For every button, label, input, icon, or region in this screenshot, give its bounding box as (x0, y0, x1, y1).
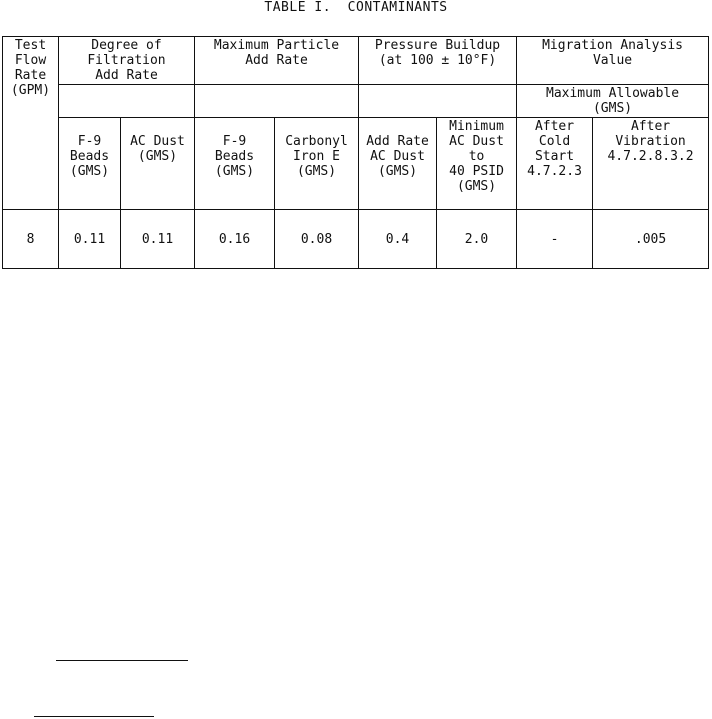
table-title: TABLE I. CONTAMINANTS (264, 0, 448, 15)
header-max-particle: Maximum Particle Add Rate (195, 37, 359, 85)
header-degree-filtration: Degree of Filtration Add Rate (59, 37, 195, 85)
underline-2 (34, 716, 154, 717)
cell-flow-rate: 8 (3, 210, 59, 269)
header-min-ac-dust: Minimum AC Dust to 40 PSID (GMS) (437, 118, 517, 210)
cell-carbonyl-iron: 0.08 (275, 210, 359, 269)
header-pressure-buildup: Pressure Buildup (at 100 ± 10°F) (359, 37, 517, 85)
header-add-rate-ac-dust: Add Rate AC Dust (GMS) (359, 118, 437, 210)
header-migration-analysis: Migration Analysis Value (517, 37, 709, 85)
cell-add-rate-ac-dust: 0.4 (359, 210, 437, 269)
header-carbonyl-iron: Carbonyl Iron E (GMS) (275, 118, 359, 210)
cell-after-cold-start: - (517, 210, 593, 269)
header-test-flow-rate: Test Flow Rate (GPM) (3, 37, 59, 210)
cell-after-vibration: .005 (593, 210, 709, 269)
cell-ac-dust-1: 0.11 (121, 210, 195, 269)
contaminants-table (2, 36, 709, 269)
cell-min-ac-dust: 2.0 (437, 210, 517, 269)
header-f9-beads-1: F-9 Beads (GMS) (59, 118, 121, 210)
cell-f9-beads-2: 0.16 (195, 210, 275, 269)
cell-f9-beads-1: 0.11 (59, 210, 121, 269)
header-ac-dust-1: AC Dust (GMS) (121, 118, 195, 210)
header-f9-beads-2: F-9 Beads (GMS) (195, 118, 275, 210)
underline-1 (56, 660, 188, 661)
header-after-cold-start: After Cold Start 4.7.2.3 (517, 118, 593, 210)
header-after-vibration: After Vibration 4.7.2.8.3.2 (593, 118, 709, 210)
header-max-allowable: Maximum Allowable (GMS) (517, 85, 709, 118)
